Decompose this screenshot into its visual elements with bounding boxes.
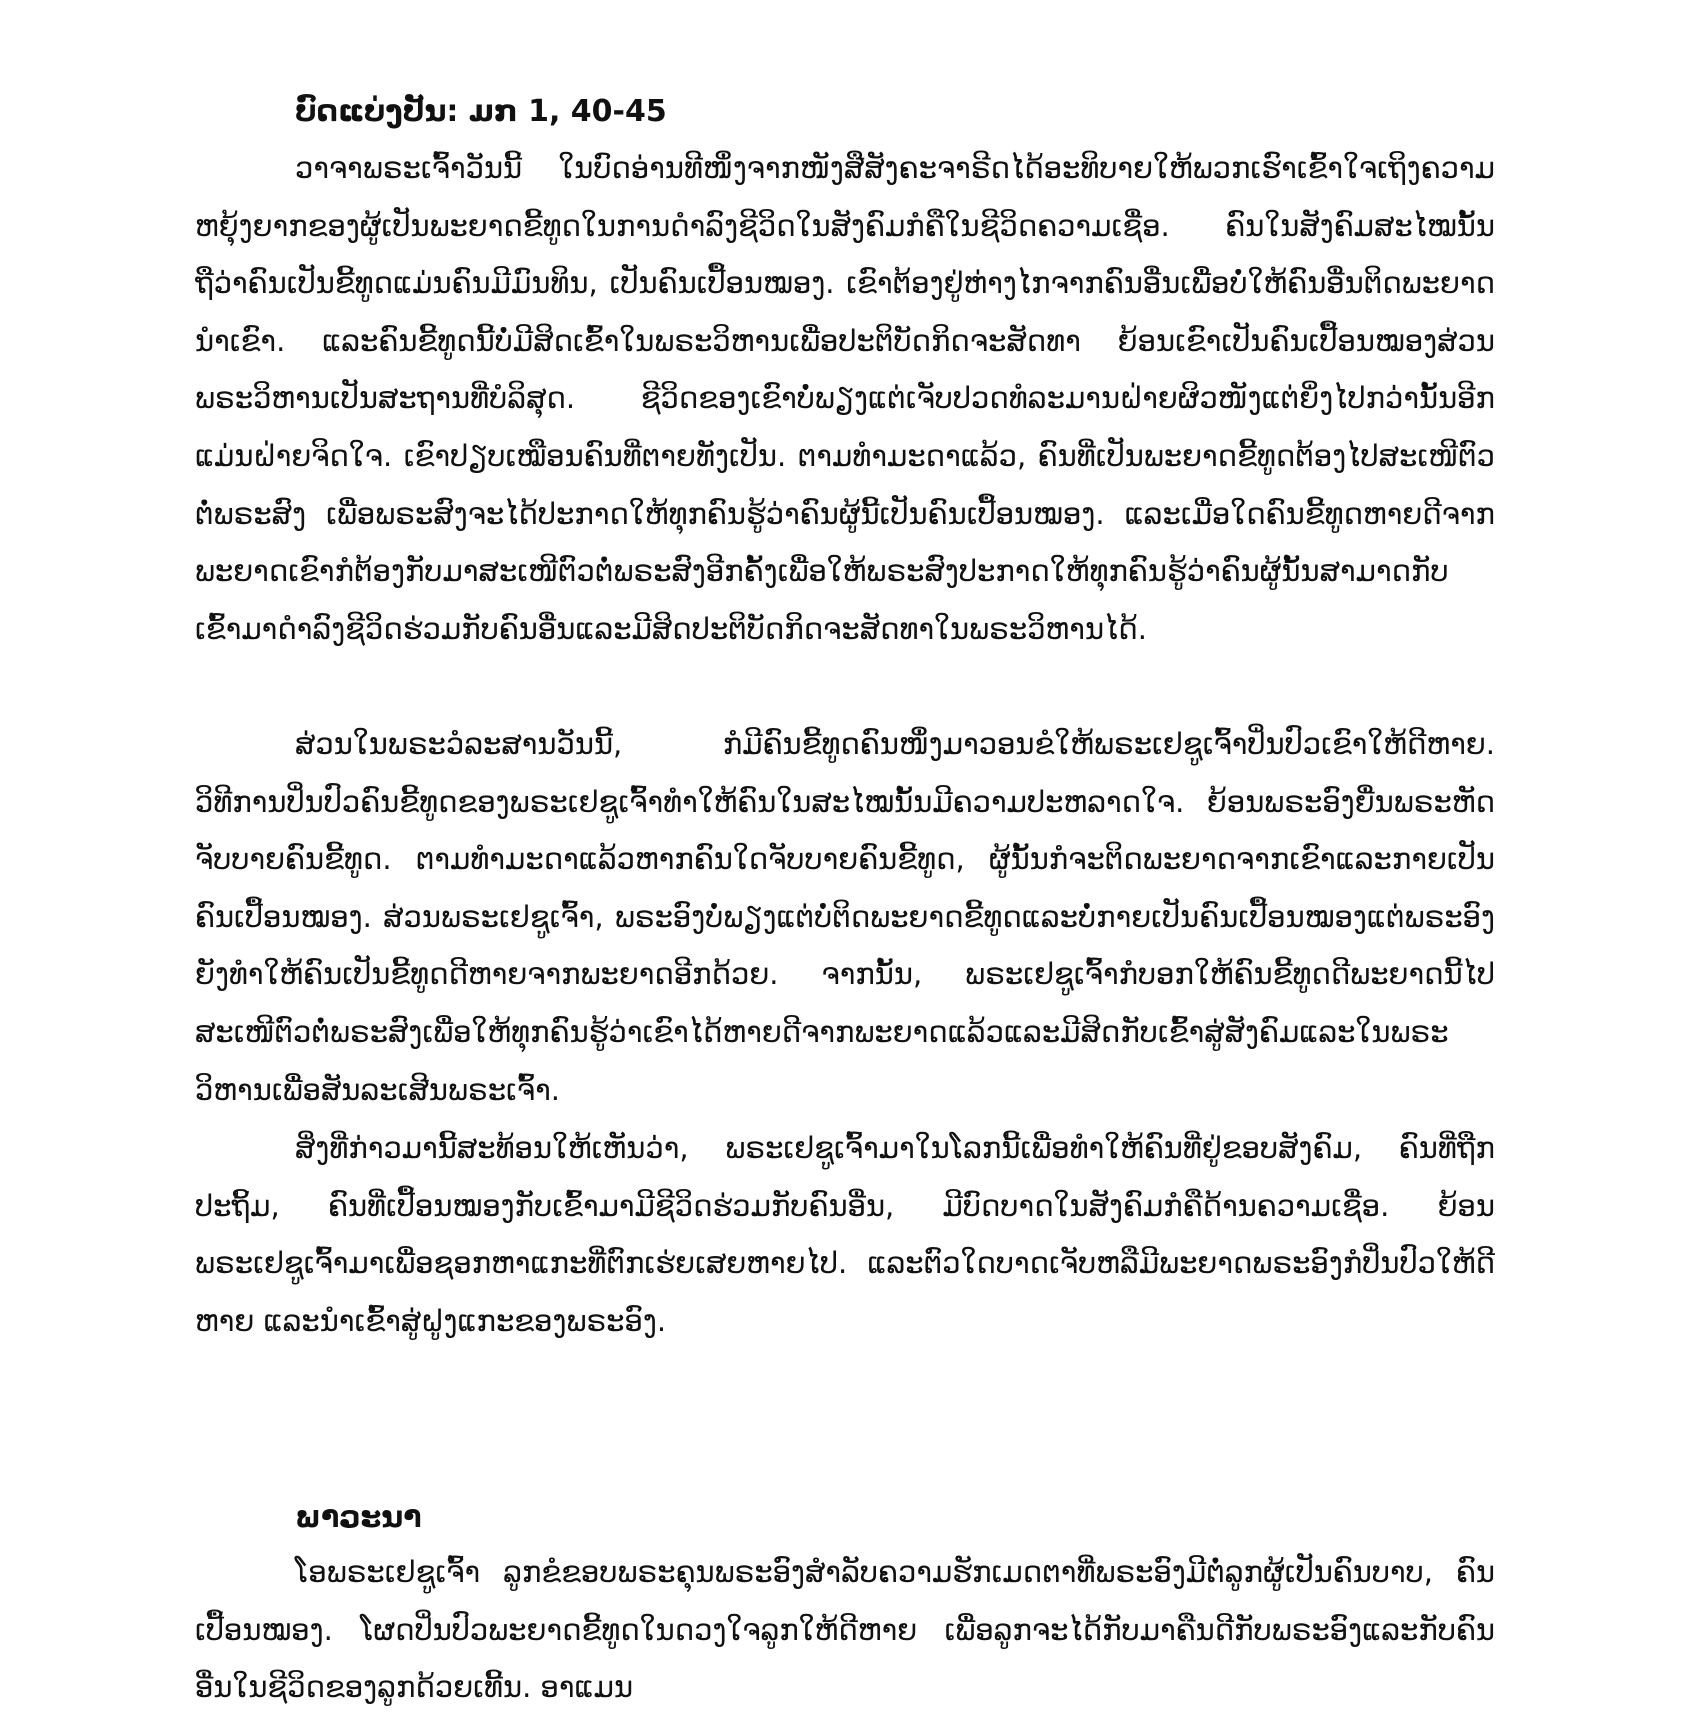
reflection-paragraph-1: ວາຈາພຣະເຈົ້າວັນນີ້ ໃນບົດອ່ານທີໜຶ່ງຈາກໜັງສືສັງຄະຈາຣີດໄດ້ອະທິບາຍໃຫ້ພວກເຮົາເຂົ້າໃຈເຖິງຄວາມຫຍຸ້ງຍາກຂອງຜູ້ເປັນພະຍາດຂີ້ທູດໃນການດຳລົງຊີວິດໃນສັງຄົມກໍຄືໃນຊີວິດຄວາມເຊື່ອ. ຄົນໃນສັງຄົມສະໄໝນັ້ນຖືວ່າຄົນເປັນຂີ້ທູດແມ່ນຄົນມີມົນທິນ, ເປັນຄົນເປື້ອນໝອງ. ເຂົາຕ້ອງຢູ່ຫ່າງໄກຈາກຄົນອື່ນເພື່ອບໍ່ໃຫ້ຄົນອື່ນຕິດພະຍາດນຳເຂົາ. ແລະຄົນຂີ້ທູດນີ້ບໍ່ມີສິດເຂົ້າໃນພຣະວິຫານເພື່ອປະຕິບັດກິດຈະສັດທາ ຍ້ອນເຂົາເປັນຄົນເປື້ອນໝອງສ່ວນພຣະວິຫານເປັນສະຖານທີ່ບໍລິສຸດ. ຊີວິດຂອງເຂົາບໍ່ພຽງແຕ່ເຈັບປວດທໍລະມານຝ່າຍຜິວໜັງແຕ່ຍິ່ງໄປກວ່ານັ້ນອີກແມ່ນຝ່າຍຈິດໃຈ. ເຂົາປຽບເໝືອນຄົນທີ່ຕາຍທັງເປັນ. ຕາມທຳມະດາແລ້ວ, ຄົນທີ່ເປັນພະຍາດຂີ້ທູດຕ້ອງໄປສະເໜີຕົວຕໍ່ພຣະສົງ ເພື່ອພຣະສົງຈະໄດ້ປະກາດໃຫ້ທຸກຄົນຮູ້ວ່າຄົນຜູ້ນີ້ເປັນຄົນເປື້ອນໝອງ. ແລະເມື່ອໃດຄົນຂີ້ທູດຫາຍດີຈາກພະຍາດເຂົາກໍຕ້ອງກັບມາສະເໜີຕົວຕໍ່ພຣະສົງອີກຄັ້ງເພື່ອໃຫ້ພຣະສົງປະກາດໃຫ້ທຸກຄົນຮູ້ວ່າຄົນຜູ້ນັ້ນສາມາດກັບເຂົ້າມາດຳລົງຊີວິດຮ່ວມກັບຄົນອື່ນແລະມີສິດປະຕິບັດກິດຈະສັດທາໃນພຣະວິຫານໄດ້. xyxy=(195,151,1495,646)
prayer-heading: ພາວະນາ xyxy=(295,1500,422,1535)
reflection-paragraph-2: ສ່ວນໃນພຣະວໍລະສານວັນນີ້, ກໍມີຄົນຂີ້ທູດຄົນໜຶ່ງມາວອນຂໍໃຫ້ພຣະເຢຊູເຈົ້າປິ່ນປົວເຂົາໃຫ້ດີຫາຍ. ວິທີການປິ່ນປົວຄົນຂີ້ທູດຂອງພຣະເຢຊູເຈົ້າທຳໃຫ້ຄົນໃນສະໄໝນັ້ນມີຄວາມປະຫລາດໃຈ. ຍ້ອນພຣະອົງຍື່ນພຣະຫັດຈັບບາຍຄົນຂີ້ທູດ. ຕາມທຳມະດາແລ້ວຫາກຄົນໃດຈັບບາຍຄົນຂີ້ທູດ, ຜູ້ນັ້ນກໍຈະຕິດພະຍາດຈາກເຂົາແລະກາຍເປັນຄົນເປື້ອນໝອງ. ສ່ວນພຣະເຢຊູເຈົ້າ, ພຣະອົງບໍ່ພຽງແຕ່ບໍ່ຕິດພະຍາດຂີ້ທູດແລະບໍ່ກາຍເປັນຄົນເປື້ອນໝອງແຕ່ພຣະອົງຍັງທຳໃຫ້ຄົນເປັນຂີ້ທູດດີຫາຍຈາກພະຍາດອີກດ້ວຍ. ຈາກນັ້ນ, ພຣະເຢຊູເຈົ້າກໍບອກໃຫ້ຄົນຂີ້ທູດດີພະຍາດນີ້ໄປສະເໜີຕົວຕໍ່ພຣະສົງເພື່ອໃຫ້ທຸກຄົນຮູ້ວ່າເຂົາໄດ້ຫາຍດີຈາກພະຍາດແລ້ວແລະມີສິດກັບເຂົ້າສູ່ສັງຄົມແລະໃນພຣະວິຫານເພື່ອສັນລະເສີນພຣະເຈົ້າ. xyxy=(195,727,1495,1107)
reflection-heading: ບົດແບ່ງປັນ: ມກ 1, 40-45 xyxy=(295,94,667,129)
reflection-paragraph-3: ສິ່ງທີ່ກ່າວມານີ້ສະທ້ອນໃຫ້ເຫັນວ່າ, ພຣະເຢຊູເຈົ້າມາໃນໂລກນີ້ເພື່ອທຳໃຫ້ຄົນທີ່ຢູ່ຂອບສັງຄົມ, ຄົນທີ່ຖືກປະຖິ້ມ, ຄົນທີ່ເປື້ອນໝອງກັບເຂົ້າມາມີຊີວິດຮ່ວມກັບຄົນອື່ນ, ມີບົດບາດໃນສັງຄົມກໍຄືດ້ານຄວາມເຊື່ອ. ຍ້ອນພຣະເຢຊູເຈົ້າມາເພື່ອຊອກຫາແກະທີ່ຕົກເຮ່ຍເສຍຫາຍໄປ. ແລະຕົວໃດບາດເຈັບຫລືມີພະຍາດພຣະອົງກໍປິ່ນປົວໃຫ້ດີຫາຍ ແລະນຳເຂົ້າສູ່ຝູງແກະຂອງພຣະອົງ. xyxy=(195,1131,1495,1338)
prayer-paragraph: ໂອພຣະເຢຊູເຈົ້າ ລູກຂໍຂອບພຣະຄຸນພຣະອົງສຳລັບຄວາມຮັກເມດຕາທີ່ພຣະອົງມີຕໍ່ລູກຜູ້ເປັນຄົນບາບ, ຄົນເປື້ອນໝອງ. ໂຜດປິ່ນປົວພະຍາດຂີ້ທູດໃນດວງໃຈລູກໃຫ້ດີຫາຍ ເພື່ອລູກຈະໄດ້ກັບມາຄືນດີກັບພຣະອົງແລະກັບຄົນອື່ນໃນຊີວິດຂອງລູກດ້ວຍເທີ້ນ. ອາແມນ xyxy=(195,1555,1495,1705)
